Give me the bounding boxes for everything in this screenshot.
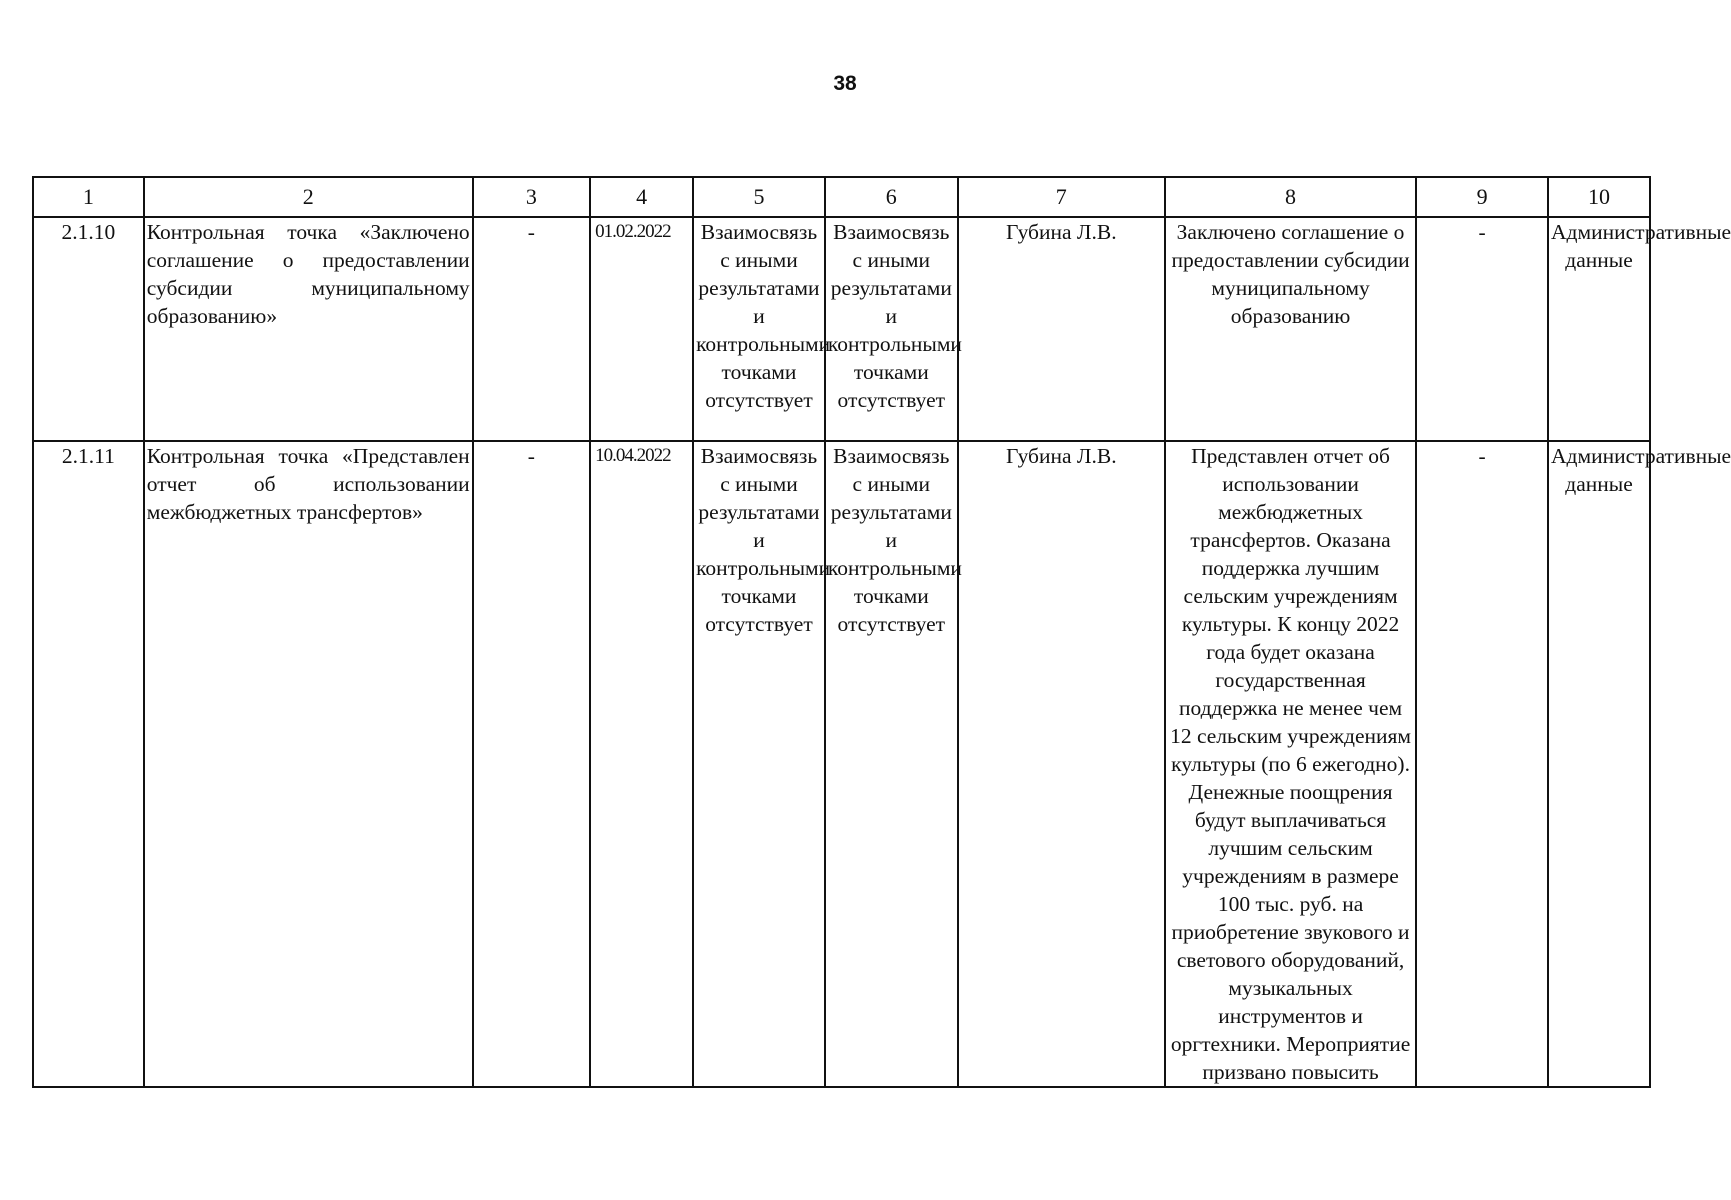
responsible-cell: Губина Л.В. (958, 217, 1165, 441)
table-row (33, 441, 1650, 1087)
header-cell: 2 (144, 177, 473, 217)
data-source-cell: Административные данные (1548, 441, 1650, 1087)
date-cell: 01.02.2022 (590, 217, 693, 441)
control-point-name-cell: Контрольная точка «Представлен отчет об использовании межбюджетных трансфертов» (144, 441, 473, 1087)
date-cell: 10.04.2022 (590, 441, 693, 1087)
page-number: 38 (833, 72, 857, 95)
column-3-cell: - (473, 217, 590, 441)
row-number-cell: 2.1.11 (33, 441, 144, 1087)
header-cell: 5 (693, 177, 825, 217)
header-cell: 4 (590, 177, 693, 217)
control-points-table (32, 176, 1731, 1088)
column-9-cell: - (1416, 441, 1548, 1087)
result-cell: Представлен отчет об использовании межбюджетных трансфертов. Оказана поддержка лучшим сельским учреждениям культуры. К концу 2022 года будет оказана государственная поддержка не менее чем 12 сельским учреждениям культуры (по 6 ежегодно). Денежные поощрения будут выплачиваться лучшим сельским учреждениям в размере 100 тыс. руб. на приобретение звукового и светового оборудований, музыкальных инструментов и оргтехники. Мероприятие призвано повысить (1165, 441, 1416, 1087)
result-cell: Заключено соглашение о предоставлении субсидии муниципальному образованию (1165, 217, 1416, 441)
data-source-cell: Административные данные (1548, 217, 1650, 441)
row-number-cell: 2.1.10 (33, 217, 144, 441)
relation-cell-5: Взаимосвязь с иными результатами и контрольными точками отсутствует (693, 441, 825, 1087)
header-cell: 1 (33, 177, 144, 217)
header-cell: 7 (958, 177, 1165, 217)
relation-cell-5: Взаимосвязь с иными результатами и контрольными точками отсутствует (693, 217, 825, 441)
header-cell: 6 (825, 177, 958, 217)
relation-cell-6: Взаимосвязь с иными результатами и контрольными точками отсутствует (825, 441, 958, 1087)
table-row (33, 217, 1650, 441)
column-9-cell: - (1416, 217, 1548, 441)
header-cell: 3 (473, 177, 590, 217)
control-point-name-cell: Контрольная точка «Заключено соглашение о предоставлении субсидии муниципальному образованию» (144, 217, 473, 441)
column-3-cell: - (473, 441, 590, 1087)
relation-cell-6: Взаимосвязь с иными результатами и контрольными точками отсутствует (825, 217, 958, 441)
responsible-cell: Губина Л.В. (958, 441, 1165, 1087)
header-cell: 8 (1165, 177, 1416, 217)
header-cell: 9 (1416, 177, 1548, 217)
table-header-row (33, 177, 1650, 217)
header-cell: 10 (1548, 177, 1650, 217)
